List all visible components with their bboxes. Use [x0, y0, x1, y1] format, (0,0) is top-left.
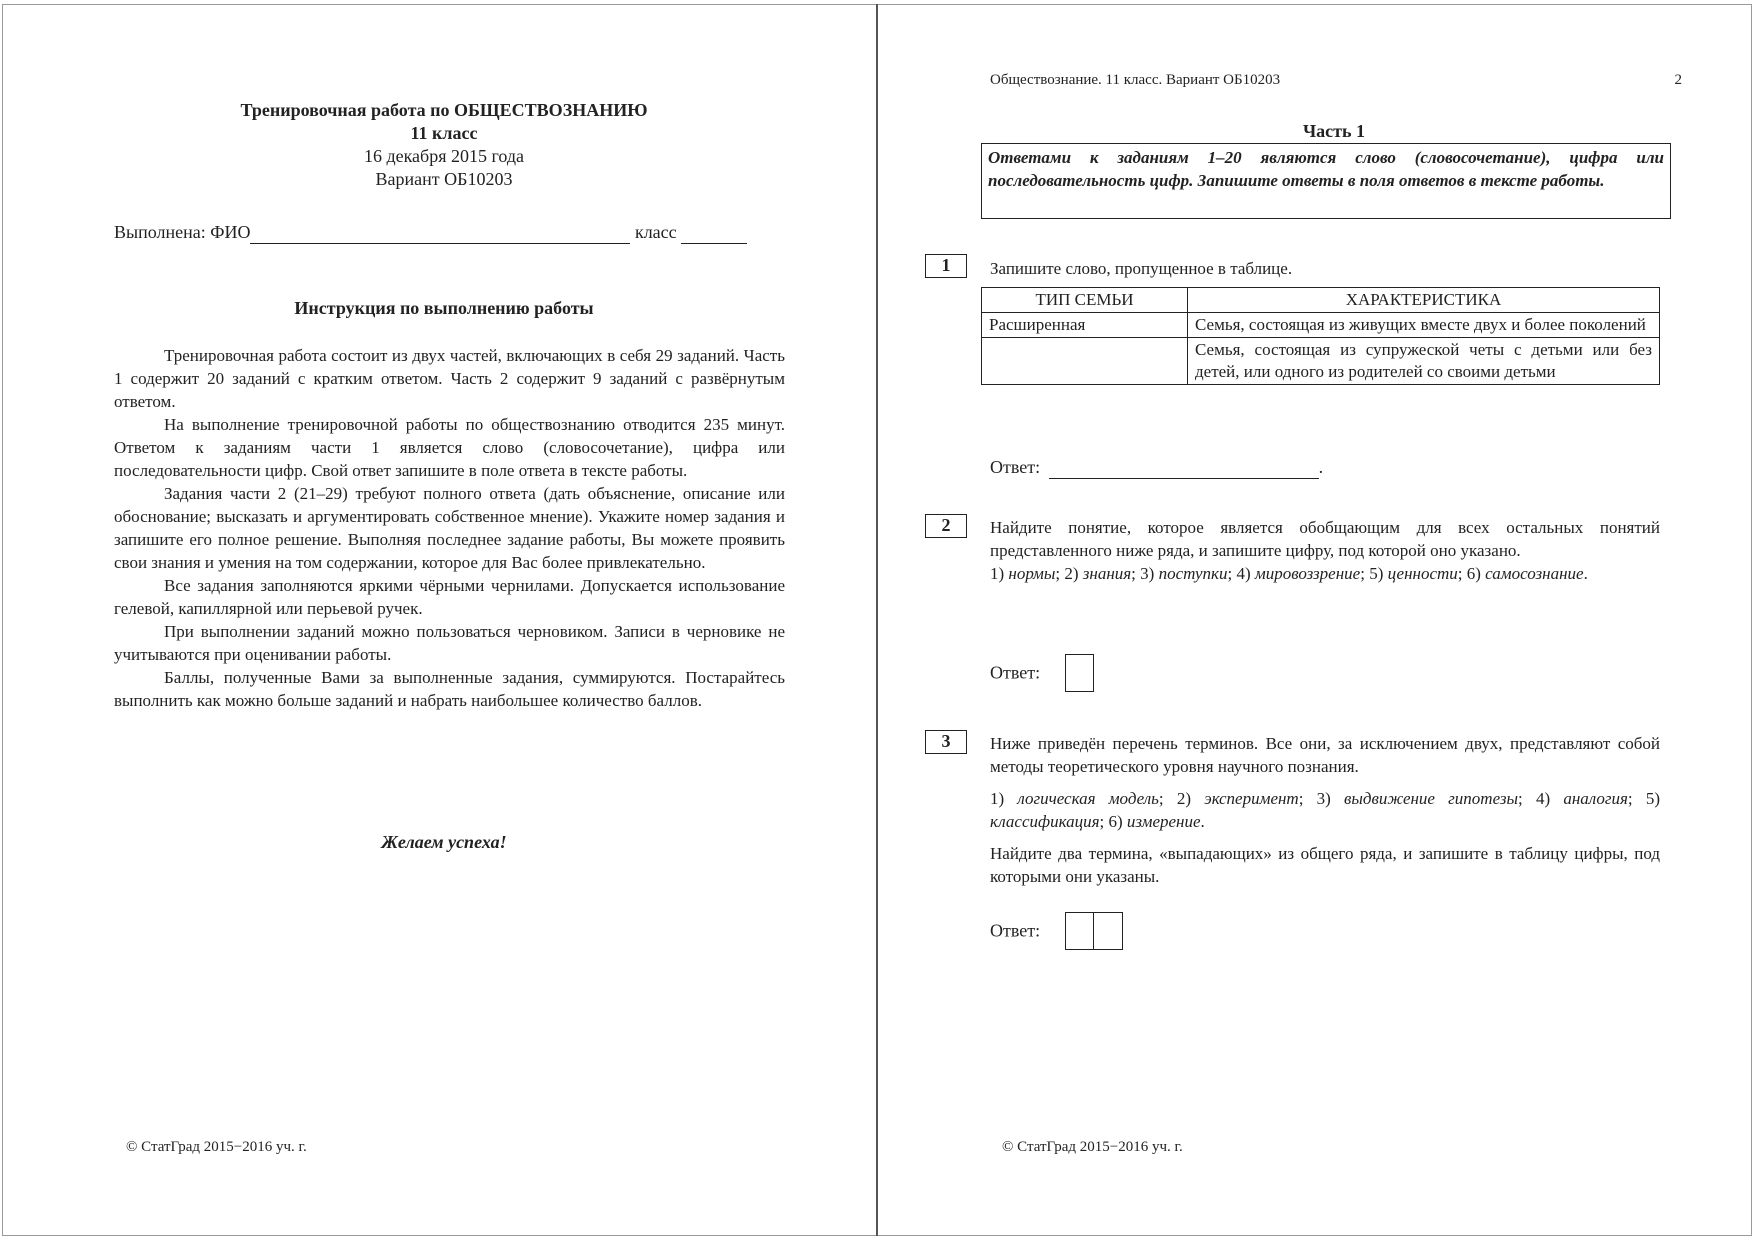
part-title: Часть 1: [1302, 121, 1366, 141]
instruction-heading: Инструкция по выполнению работы: [294, 298, 594, 318]
exam-date: 16 декабря 2015 года: [363, 146, 525, 166]
fio-row: [114, 221, 794, 244]
q3-answer-row: [990, 912, 1123, 950]
instruction-paragraph: Все задания заполняются яркими чёрными чернилами. Допускается использование гелевой, капиллярной или перьевой ручек.: [114, 576, 785, 618]
answer-label: Ответ:: [990, 662, 1041, 683]
right-page: [878, 0, 1754, 1239]
class-label: класс: [634, 222, 677, 242]
table-cell: Расширенная: [982, 313, 1188, 338]
question-number: 2: [925, 514, 967, 538]
question-number: 3: [925, 730, 967, 754]
q2-prompt: Найдите понятие, которое является обобщающим для всех остальных понятий представленного ниже ряда, и запишите цифру, под которой оно указано.: [990, 518, 1660, 560]
q2-options: 1) нормы; 2) знания; 3) поступки; 4) мировоззрение; 5) ценности; 6) самосознание.: [990, 564, 1588, 583]
running-header: Обществознание. 11 класс. Вариант ОБ10203: [990, 72, 1281, 88]
page-number: 2: [1674, 72, 1682, 88]
fio-input[interactable]: [250, 225, 630, 244]
table-header-row: [982, 288, 1660, 313]
q1-answer-input[interactable]: [1049, 460, 1319, 479]
option-term: ценности: [1387, 564, 1458, 583]
option-term: самосознание: [1485, 564, 1584, 583]
instruction-paragraph: При выполнении заданий можно пользоваться черновиком. Записи в черновике не учитываются при оценивании работы.: [114, 622, 785, 664]
table-row: [982, 338, 1660, 385]
q3-answer-box[interactable]: [1094, 912, 1123, 950]
title-line1: Тренировочная работа по ОБЩЕСТВОЗНАНИЮ: [240, 100, 648, 120]
instruction-paragraph: На выполнение тренировочной работы по обществознанию отводится 235 минут. Ответом к заданиям части 1 является слово (словосочетание), цифра или последовательности цифр. Свой ответ запишите в поле ответа в тексте работы.: [114, 415, 785, 480]
instruction-paragraph: Задания части 2 (21–29) требуют полного ответа (дать объяснение, описание или обоснование; высказать и аргументировать собственное мнение). Укажите номер задания и запишите его полное решение. Выполняя последнее задание работы, Вы можете проявить свои знания и умения на том содержании, которое для Вас более привлекательно.: [114, 484, 785, 572]
question-number: 1: [925, 254, 967, 278]
option-term: логическая модель: [1017, 789, 1159, 808]
option-term: аналогия: [1563, 789, 1628, 808]
q3-task: Найдите два термина, «выпадающих» из общего ряда, и запишите в таблицу цифры, под которыми они указаны.: [990, 844, 1660, 886]
instruction-body: [114, 344, 785, 712]
q3-options: 1) логическая модель; 2) эксперимент; 3) выдвижение гипотезы; 4) аналогия; 5) классификация; 6) измерение.: [990, 789, 1660, 831]
instruction-box: Ответами к заданиям 1–20 являются слово (словосочетание), цифра или последовательность цифр. Запишите ответы в поля ответов в тексте работы.: [981, 143, 1671, 219]
title-line2: 11 класс: [410, 123, 478, 143]
q3-prompt: Ниже приведён перечень терминов. Все они, за исключением двух, представляют собой методы теоретического уровня научного познания.: [990, 734, 1660, 776]
q1-answer-row: Ответ: .: [990, 457, 1324, 477]
fio-label: Выполнена: ФИО: [114, 222, 251, 242]
q3-answer-boxes: [1065, 912, 1123, 950]
right-footer: © СтатГрад 2015−2016 уч. г.: [1002, 1139, 1183, 1155]
q3-answer-box[interactable]: [1065, 912, 1094, 950]
option-term: классификация: [990, 812, 1100, 831]
answer-label: Ответ:: [990, 920, 1041, 941]
option-term: выдвижение гипотезы: [1343, 789, 1519, 808]
table-cell: Семья, состоящая из живущих вместе двух и более поколений: [1188, 313, 1660, 338]
option-term: нормы: [1008, 564, 1056, 583]
table-header: ХАРАКТЕРИСТИКА: [1188, 288, 1660, 313]
instruction-paragraph: Тренировочная работа состоит из двух частей, включающих в себя 29 заданий. Часть 1 содержит 20 заданий с кратким ответом. Часть 2 содержит 9 заданий с развёрнутым ответом.: [114, 346, 785, 411]
option-term: поступки: [1158, 564, 1228, 583]
option-term: мировоззрение: [1254, 564, 1361, 583]
variant-label: Вариант ОБ10203: [375, 169, 513, 189]
q2-answer-row: [990, 654, 1094, 692]
left-footer: © СтатГрад 2015−2016 уч. г.: [126, 1139, 307, 1155]
table-cell: Семья, состоящая из супружеской четы с детьми или без детей, или одного из родителей со своими детьми: [1188, 338, 1660, 385]
family-table: [981, 287, 1660, 385]
class-input[interactable]: [681, 225, 747, 244]
answer-label: Ответ:: [990, 457, 1041, 477]
table-row: [982, 313, 1660, 338]
option-term: эксперимент: [1204, 789, 1299, 808]
option-term: знания: [1082, 564, 1132, 583]
q3-body: [990, 732, 1660, 888]
table-cell-blank[interactable]: [982, 338, 1188, 385]
option-term: измерение: [1126, 812, 1201, 831]
table-header: ТИП СЕМЬИ: [982, 288, 1188, 313]
instruction-paragraph: Баллы, полученные Вами за выполненные задания, суммируются. Постарайтесь выполнить как можно больше заданий и набрать наибольшее количество баллов.: [114, 668, 785, 710]
q2-answer-box[interactable]: [1065, 654, 1094, 692]
wish-text: Желаем успеха!: [381, 832, 507, 852]
q2-body: [990, 516, 1660, 585]
left-page: [0, 0, 876, 1239]
q1-prompt: Запишите слово, пропущенное в таблице.: [990, 259, 1293, 278]
